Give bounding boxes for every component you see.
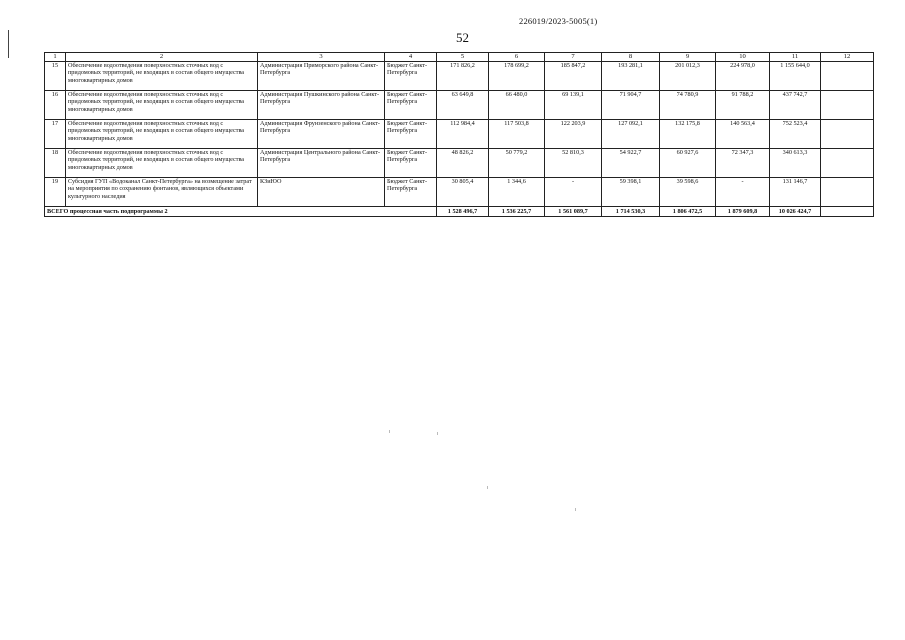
executor: КЗиЮО — [258, 178, 385, 207]
amount-col10: 140 563,4 — [716, 120, 770, 149]
document-id: 226019/2023-5005(1) — [519, 16, 598, 26]
total-col12 — [821, 207, 874, 217]
page-number: 52 — [456, 30, 469, 45]
column-header: 7 — [545, 53, 602, 62]
table-row — [45, 62, 874, 91]
budget-table — [44, 52, 874, 217]
executor: Администрация Пушкинского района Санкт-Петербурга — [258, 91, 385, 120]
funding-source: Бюджет Санкт-Петербурга — [385, 120, 437, 149]
table-row — [45, 178, 874, 207]
row-number: 17 — [45, 120, 66, 149]
total-col8: 1 714 530,3 — [602, 207, 660, 217]
column-header: 2 — [66, 53, 258, 62]
total-row — [45, 207, 874, 217]
amount-col6: 1 344,6 — [489, 178, 545, 207]
scan-speck — [389, 430, 390, 433]
column-header: 5 — [437, 53, 489, 62]
amount-col5: 48 826,2 — [437, 149, 489, 178]
amount-col10: 72 347,3 — [716, 149, 770, 178]
amount-col12 — [821, 178, 874, 207]
activity-name: Субсидия ГУП «Водоканал Санкт-Петербурга» на возмещение затрат на мероприятия по сохранению фонтанов, являющихся объектами культурного наследия — [66, 178, 258, 207]
column-header: 4 — [385, 53, 437, 62]
column-header: 8 — [602, 53, 660, 62]
amount-col6: 50 779,2 — [489, 149, 545, 178]
amount-col5: 171 826,2 — [437, 62, 489, 91]
amount-col12 — [821, 91, 874, 120]
activity-name: Обеспечение водоотведения поверхностных сточных вод с придомовых территорий, не входящих в состав общего имущества многоквартирных домов — [66, 91, 258, 120]
activity-name: Обеспечение водоотведения поверхностных сточных вод с придомовых территорий, не входящих в состав общего имущества многоквартирных домов — [66, 149, 258, 178]
column-number-row — [45, 53, 874, 62]
amount-col8: 59 398,1 — [602, 178, 660, 207]
amount-col10: 224 978,0 — [716, 62, 770, 91]
executor: Администрация Фрунзенского района Санкт-Петербурга — [258, 120, 385, 149]
total-col5: 1 528 496,7 — [437, 207, 489, 217]
total-col9: 1 806 472,5 — [660, 207, 716, 217]
amount-col11: 437 742,7 — [770, 91, 821, 120]
executor: Администрация Приморского района Санкт-Петербурга — [258, 62, 385, 91]
column-header: 11 — [770, 53, 821, 62]
table-row — [45, 91, 874, 120]
amount-col8: 71 904,7 — [602, 91, 660, 120]
amount-col9: 39 598,6 — [660, 178, 716, 207]
activity-name: Обеспечение водоотведения поверхностных сточных вод с придомовых территорий, не входящих в состав общего имущества многоквартирных домов — [66, 120, 258, 149]
total-col6: 1 536 225,7 — [489, 207, 545, 217]
funding-source: Бюджет Санкт-Петербурга — [385, 91, 437, 120]
column-header: 1 — [45, 53, 66, 62]
amount-col6: 66 480,0 — [489, 91, 545, 120]
total-col11: 10 026 424,7 — [770, 207, 821, 217]
amount-col5: 63 649,8 — [437, 91, 489, 120]
total-col7: 1 561 089,7 — [545, 207, 602, 217]
amount-col7: 122 203,9 — [545, 120, 602, 149]
total-label: ВСЕГО процессная часть подпрограммы 2 — [45, 207, 437, 217]
amount-col9: 74 780,9 — [660, 91, 716, 120]
row-number: 16 — [45, 91, 66, 120]
column-header: 6 — [489, 53, 545, 62]
row-number: 18 — [45, 149, 66, 178]
funding-source: Бюджет Санкт-Петербурга — [385, 62, 437, 91]
amount-col7: 185 847,2 — [545, 62, 602, 91]
amount-col12 — [821, 149, 874, 178]
amount-col12 — [821, 120, 874, 149]
amount-col9: 132 175,8 — [660, 120, 716, 149]
activity-name: Обеспечение водоотведения поверхностных сточных вод с придомовых территорий, не входящих в состав общего имущества многоквартирных домов — [66, 62, 258, 91]
amount-col5: 30 805,4 — [437, 178, 489, 207]
scan-edge-mark — [8, 30, 9, 58]
amount-col8: 193 281,1 — [602, 62, 660, 91]
column-header: 12 — [821, 53, 874, 62]
amount-col11: 1 155 644,0 — [770, 62, 821, 91]
amount-col8: 127 092,1 — [602, 120, 660, 149]
amount-col8: 54 922,7 — [602, 149, 660, 178]
amount-col7: 69 139,1 — [545, 91, 602, 120]
scan-speck — [575, 508, 576, 511]
amount-col10: 91 788,2 — [716, 91, 770, 120]
amount-col6: 178 699,2 — [489, 62, 545, 91]
column-header: 9 — [660, 53, 716, 62]
scan-speck — [487, 486, 488, 489]
amount-col9: 201 012,3 — [660, 62, 716, 91]
scan-speck — [437, 432, 438, 435]
amount-col11: 131 146,7 — [770, 178, 821, 207]
amount-col5: 112 984,4 — [437, 120, 489, 149]
column-header: 3 — [258, 53, 385, 62]
row-number: 15 — [45, 62, 66, 91]
amount-col7: - — [545, 178, 602, 207]
amount-col10: - — [716, 178, 770, 207]
funding-source: Бюджет Санкт-Петербурга — [385, 149, 437, 178]
amount-col9: 60 927,6 — [660, 149, 716, 178]
column-header: 10 — [716, 53, 770, 62]
total-col10: 1 879 609,8 — [716, 207, 770, 217]
funding-source: Бюджет Санкт-Петербурга — [385, 178, 437, 207]
table-row — [45, 120, 874, 149]
executor: Администрация Центрального района Санкт-Петербурга — [258, 149, 385, 178]
row-number: 19 — [45, 178, 66, 207]
table-row — [45, 149, 874, 178]
amount-col11: 752 523,4 — [770, 120, 821, 149]
amount-col11: 340 613,3 — [770, 149, 821, 178]
amount-col12 — [821, 62, 874, 91]
amount-col6: 117 503,8 — [489, 120, 545, 149]
amount-col7: 52 810,3 — [545, 149, 602, 178]
